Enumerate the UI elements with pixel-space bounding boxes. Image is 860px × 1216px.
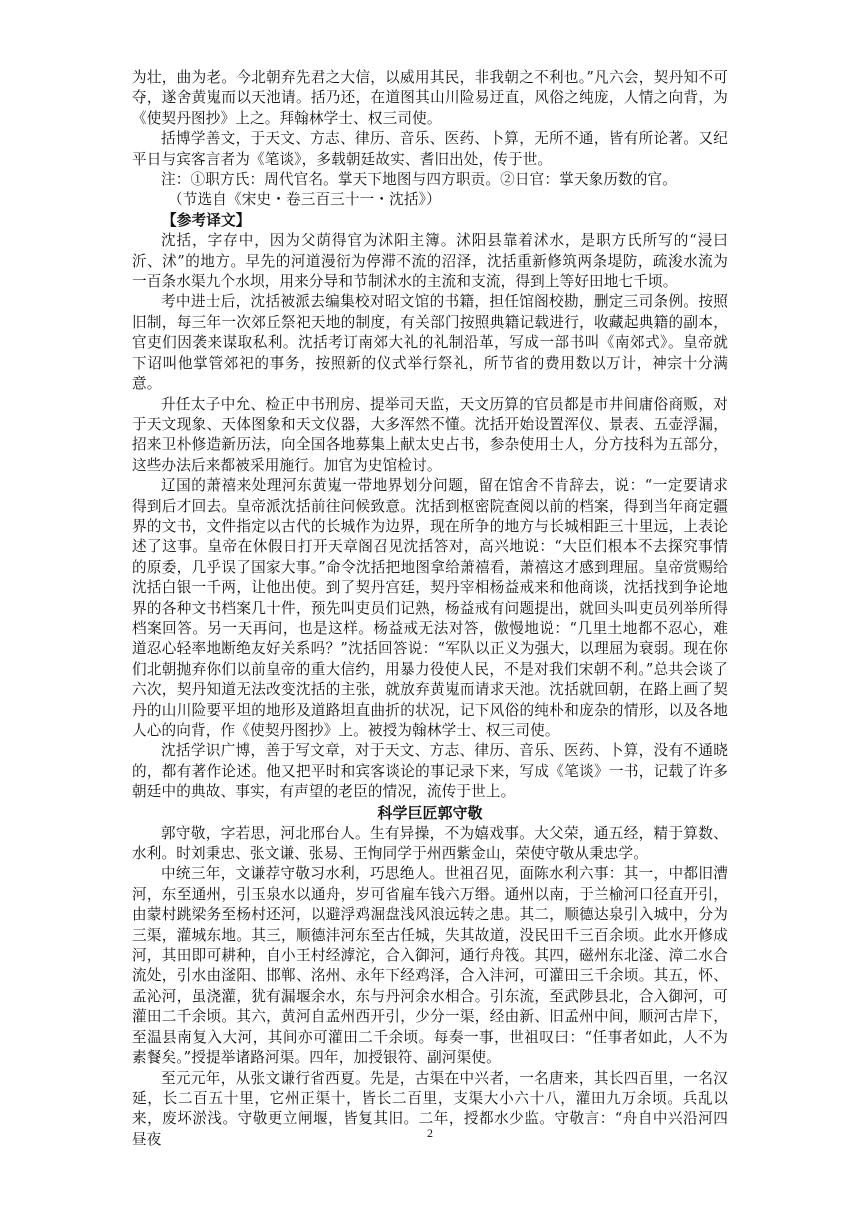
paragraph: 升任太子中允、检正中书刑房、提举司天监，天文历算的官员都是市井间庸俗商贩，对于天文现象、天体图象和天文仪器，大多浑然不懂。沈括开始设置浑仪、景表、五壶浮漏，招来卫朴修造新历法，向全国各地募集上献太史占书，参杂使用士人，分方技科为五部分，这些办法后来都被采用施行。加官为史馆检讨。 [132,395,728,474]
paragraph: 括博学善文，于天文、方志、律历、音乐、医药、卜算，无所不通，皆有所论著。又纪平日与宾客言者为《笔谈》，多载朝廷故实、耆旧出处，传于世。 [132,130,728,168]
footnote: 注：①职方氏：周代官名。掌天下地图与四方职贡。②日官：掌天象历数的官。 [161,171,678,189]
paragraph: 至元元年，从张文谦行省西夏。先是，古渠在中兴者，一名唐来，其长四百里，一名汉延，长二百五十里，它州正渠十，皆长二百里，支渠大小六十八，灌田九万余顷。兵乱以来，废坏淤浅。守敬更立闸堰，皆复其旧。二年，授都水少监。守敬言：“舟自中兴沿河四昼夜 [132,1069,728,1148]
page-number: 2 [427,1126,433,1140]
paragraph: 郭守敬，字若思，河北邢台人。生有异操，不为嬉戏事。大父荣，通五经，精于算数、水利。时刘秉忠、张文谦、张易、王恂同学于州西紫金山，荣使守敬从秉忠学。 [132,824,728,863]
paragraph: 为壮，曲为老。今北朝弃先君之大信，以威用其民，非我朝之不利也。”凡六会，契丹知不可夺，遂舍黄嵬而以天池请。括乃还，在道图其山川险易迂直，风俗之纯庞，人情之向背，为《使契丹图抄》上之。拜翰林学士、权三司使。 [132,69,728,127]
paragraph: 辽国的萧禧来处理河东黄嵬一带地界划分问题，留在馆舍不肯辞去，说：“一定要请求得到后才回去。皇帝派沈括前往问候致意。沈括到枢密院查阅以前的档案，得到当年商定疆界的文书，文件指定以古代的长城作为边界，现在所争的地方与长城相距三十里远，上表论述了这事。皇帝在休假日打开天章阁召见沈括答对，高兴地说：“大臣们根本不去探究事情的原委，几乎误了国家大事。”命令沈括把地图拿给萧禧看，萧禧这才感到理屈。皇帝赏赐给沈括白银一千两，让他出使。到了契丹宫廷，契丹宰相杨益戒来和他商谈，沈括找到争论地界的各种文书档案几十件，预先叫吏员们记熟，杨益戒有问题提出，就回头叫吏员列举所得档案回答。另一天再问，也是这样。杨益戒无法对答，傲慢地说：“几里土地都不忍心，难道忍心轻率地断绝友好关系吗？”沈括回答说：“军队以正义为强大，以理屈为衰弱。现在你们北朝抛弃你们以前皇帝的重大信约，用暴力役使人民，不是对我们宋朝不利。”总共会谈了六次，契丹知道无法改变沈括的主张，就放弃黄嵬而请求天池。沈括就回朝，在路上画了契丹的山川险要平坦的地形及道路坦直曲折的状况，记下风俗的纯朴和庞杂的情形，以及各地人心的向背，作《使契丹图抄》上。被授为翰林学士、权三司使。 [132,477,728,739]
source-citation: （节选自《宋史・卷三百三十一・沈括》） [168,191,441,209]
paragraph: 中统三年，文谦荐守敬习水利，巧思绝人。世祖召见，面陈水利六事：其一，中都旧漕河，东至通州，引玉泉水以通舟，岁可省雇车钱六万缗。通州以南，于兰榆河口径直开引，由蒙村跳梁务至杨村还河，以避浮鸡淈盘浅风浪远转之患。其二，顺德达泉引入城中，分为三渠，灌城东地。其三，顺德沣河东至古任城，失其故道，没民田千三百余顷。此水开修成河，其田即可耕种，自小王村经滹沱，合入御河，通行舟筏。其四，磁州东北滏、漳二水合流处，引水由滏阳、邯郸、洺州、永年下经鸡泽，合入沣河，可灌田三千余顷。其五，怀、孟沁河，虽浇灌，犹有漏堰余水，东与丹河余水相合。引东流，至武陟县北，合入御河，可灌田二千余顷。其六，黄河自孟州西开引，少分一渠，经由新、旧孟州中间，顺河古岸下，至温县南复入大河，其间亦可灌田二千余顷。每奏一事，世祖叹曰：“任事者如此，人不为素餐矣。”授提举诸路河渠。四年，加授银符、副河渠使。 [132,865,728,1067]
document-body [132,68,728,1150]
paragraph: 沈括学识广博，善于写文章，对于天文、方志、律历、音乐、医药、卜算，没有不通晓的，都有著作论述。他又把平时和宾客谈论的事记录下来，写成《笔谈》一书，记载了许多朝廷中的典故、事实，有声望的老臣的情况，流传于世上。 [132,742,728,801]
paragraph: 沈括，字存中，因为父荫得官为沭阳主簿。沭阳县靠着沭水，是职方氏所写的“浸曰沂、沭”的地方。早先的河道漫衍为停滞不流的沼泽，沈括重新修筑两条堤防，疏浚水流为一百条水渠九个水坝，用来分导和节制沭水的主流和支流，得到上等好田地七千顷。 [132,232,728,291]
section-title: 科学巨匠郭守敬 [377,803,483,822]
reference-translation-heading: 【参考译文】 [162,211,251,229]
paragraph: 考中进士后，沈括被派去编集校对昭文馆的书籍，担任馆阁校勘，删定三司条例。按照旧制，每三年一次郊丘祭祀天地的制度，有关部门按照典籍记载进行，收藏起典籍的副本，官吏们因袭来谋取私利。沈括考订南郊大礼的礼制沿革，写成一部书叫《南郊式》。皇帝就下诏叫他掌管郊祀的事务，按照新的仪式举行祭礼，所节省的费用数以万计，神宗十分满意。 [132,293,728,393]
